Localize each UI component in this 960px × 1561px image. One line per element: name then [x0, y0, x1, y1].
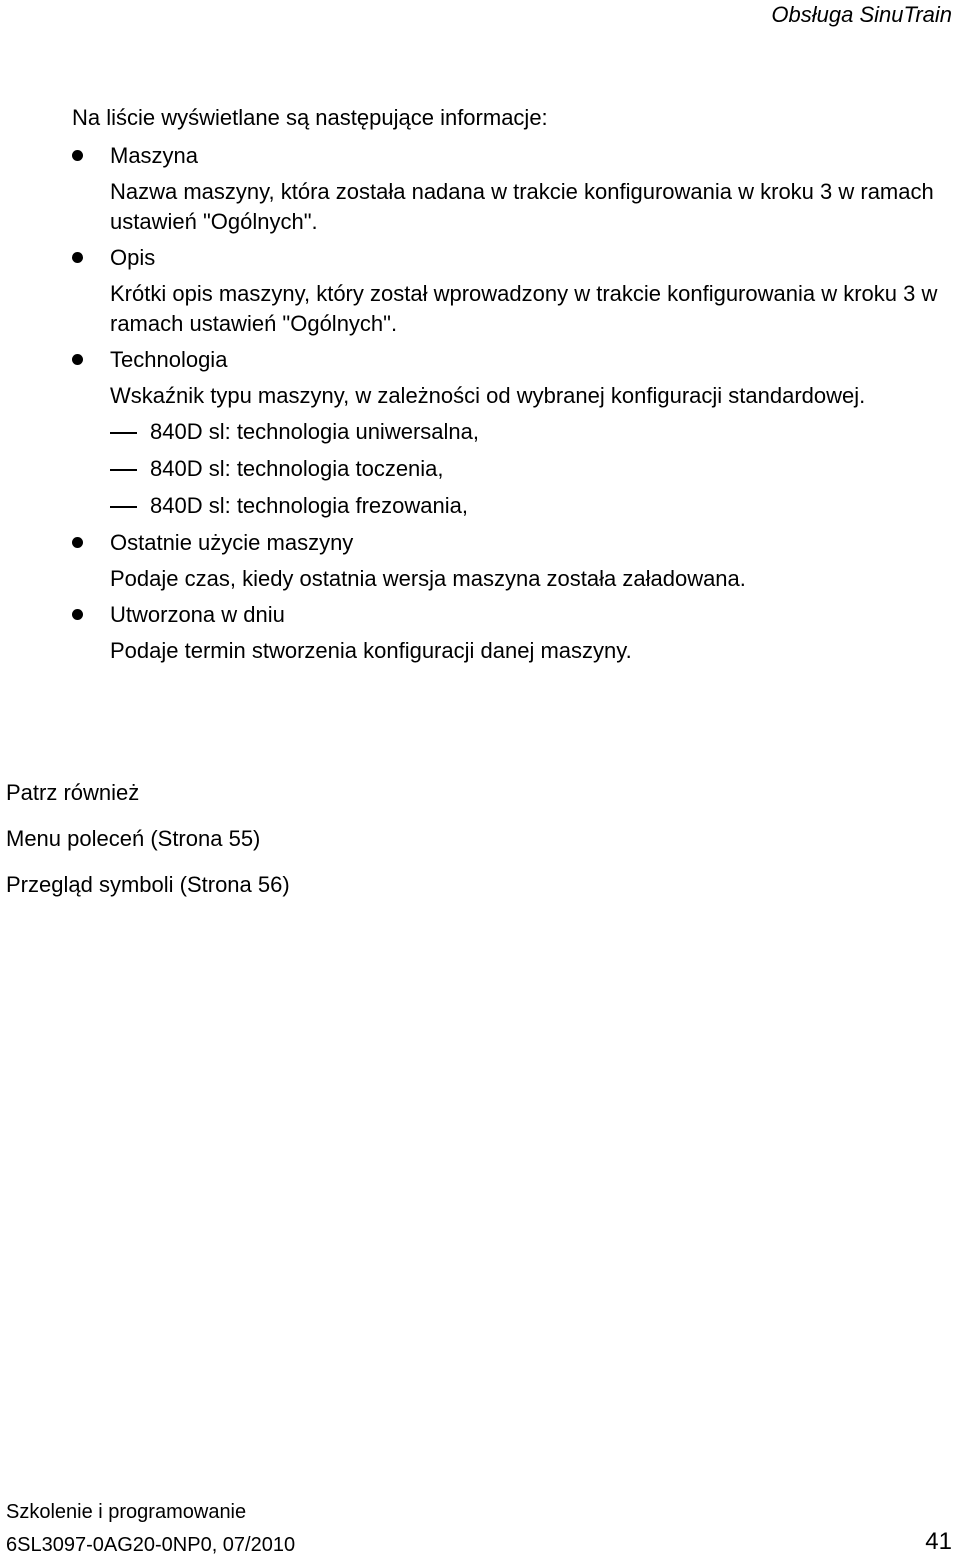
- item-title: Opis: [110, 245, 156, 270]
- see-also-title: Patrz również: [6, 780, 140, 805]
- bullet-icon: [72, 537, 83, 548]
- item-description: Podaje czas, kiedy ostatnia wersja maszyna została załadowana.: [110, 566, 746, 591]
- main-content: [72, 103, 952, 672]
- dash-icon: [110, 432, 137, 434]
- sub-list-item: [72, 454, 952, 484]
- item-title: Utworzona w dniu: [110, 602, 285, 627]
- item-description: Nazwa maszyny, która została nadana w trakcie konfigurowania w kroku 3 w ramach ustawień "Ogólnych".: [110, 179, 934, 234]
- dash-icon: [110, 469, 137, 471]
- list-item-last-use: [72, 528, 952, 594]
- item-description: Podaje termin stworzenia konfiguracji danej maszyny.: [110, 638, 632, 663]
- list-item-created: [72, 600, 952, 666]
- intro-text: Na liście wyświetlane są następujące informacje:: [72, 105, 548, 130]
- item-description: Wskaźnik typu maszyny, w zależności od wybranej konfiguracji standardowej.: [110, 383, 866, 408]
- footer-document-code: 6SL3097-0AG20-0NP0, 07/2010: [6, 1534, 296, 1556]
- footer-course-name: Szkolenie i programowanie: [6, 1501, 247, 1523]
- sub-item-text: 840D sl: technologia frezowania,: [150, 493, 468, 518]
- item-description: Krótki opis maszyny, który został wprowadzony w trakcie konfigurowania w kroku 3 w ramach ustawień "Ogólnych".: [110, 281, 938, 336]
- sub-item-text: 840D sl: technologia toczenia,: [150, 456, 444, 481]
- item-title: Ostatnie użycie maszyny: [110, 530, 354, 555]
- item-title: Maszyna: [110, 143, 199, 168]
- item-title: Technologia: [110, 347, 228, 372]
- dash-icon: [110, 506, 137, 508]
- see-also-link-symbol-overview[interactable]: Przegląd symboli (Strona 56): [6, 872, 290, 897]
- list-item-machine: [72, 141, 952, 237]
- see-also-section: [6, 778, 906, 916]
- sub-list-item: [72, 491, 952, 521]
- page-header-title: Obsługa SinuTrain: [771, 2, 952, 27]
- see-also-link-command-menu[interactable]: Menu poleceń (Strona 55): [6, 826, 261, 851]
- bullet-icon: [72, 252, 83, 263]
- sub-item-text: 840D sl: technologia uniwersalna,: [150, 419, 479, 444]
- list-item-description: [72, 243, 952, 339]
- sub-list-item: [72, 417, 952, 447]
- bullet-icon: [72, 150, 83, 161]
- list-item-technology: [72, 345, 952, 521]
- bullet-icon: [72, 609, 83, 620]
- page-number: 41: [925, 1528, 952, 1555]
- bullet-icon: [72, 354, 83, 365]
